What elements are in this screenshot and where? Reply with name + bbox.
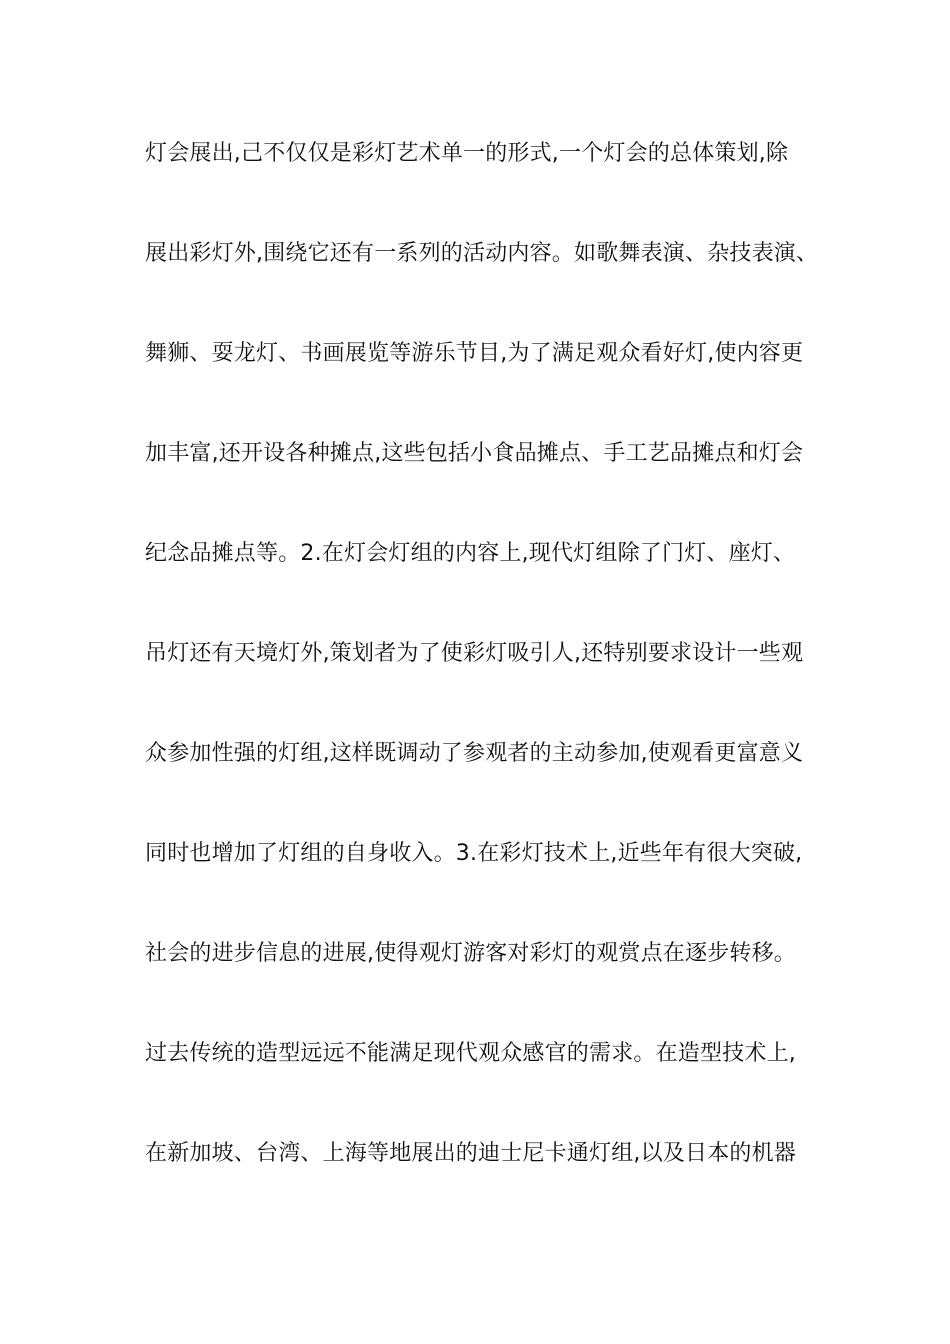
- text-line: 社会的进步信息的进展,使得观灯游客对彩灯的观赏点在逐步转移。: [145, 941, 796, 966]
- text-line: 在新加坡、台湾、上海等地展出的迪士尼卡通灯组,以及日本的机器: [145, 1141, 796, 1166]
- text-line: 同时也增加了灯组的自身收入。3.在彩灯技术上,近些年有很大突破,: [145, 841, 803, 866]
- text-line: 纪念品摊点等。2.在灯会灯组的内容上,现代灯组除了门灯、座灯、: [145, 541, 796, 566]
- text-line: 展出彩灯外,围绕它还有一系列的活动内容。如歌舞表演、杂技表演、: [145, 241, 819, 266]
- text-line: 加丰富,还开设各种摊点,这些包括小食品摊点、手工艺品摊点和灯会: [145, 441, 804, 466]
- text-line: 众参加性强的灯组,这样既调动了参观者的主动参加,使观看更富意义: [145, 741, 804, 766]
- body-text: [145, 128, 845, 1228]
- text-line: 灯会展出,己不仅仅是彩灯艺术单一的形式,一个灯会的总体策划,除: [145, 141, 789, 166]
- text-line: 舞狮、耍龙灯、书画展览等游乐节目,为了满足观众看好灯,使内容更: [145, 341, 804, 366]
- text-line: 吊灯还有天境灯外,策划者为了使彩灯吸引人,还特别要求设计一些观: [145, 641, 804, 666]
- text-line: 过去传统的造型远远不能满足现代观众感官的需求。在造型技术上,: [145, 1041, 796, 1066]
